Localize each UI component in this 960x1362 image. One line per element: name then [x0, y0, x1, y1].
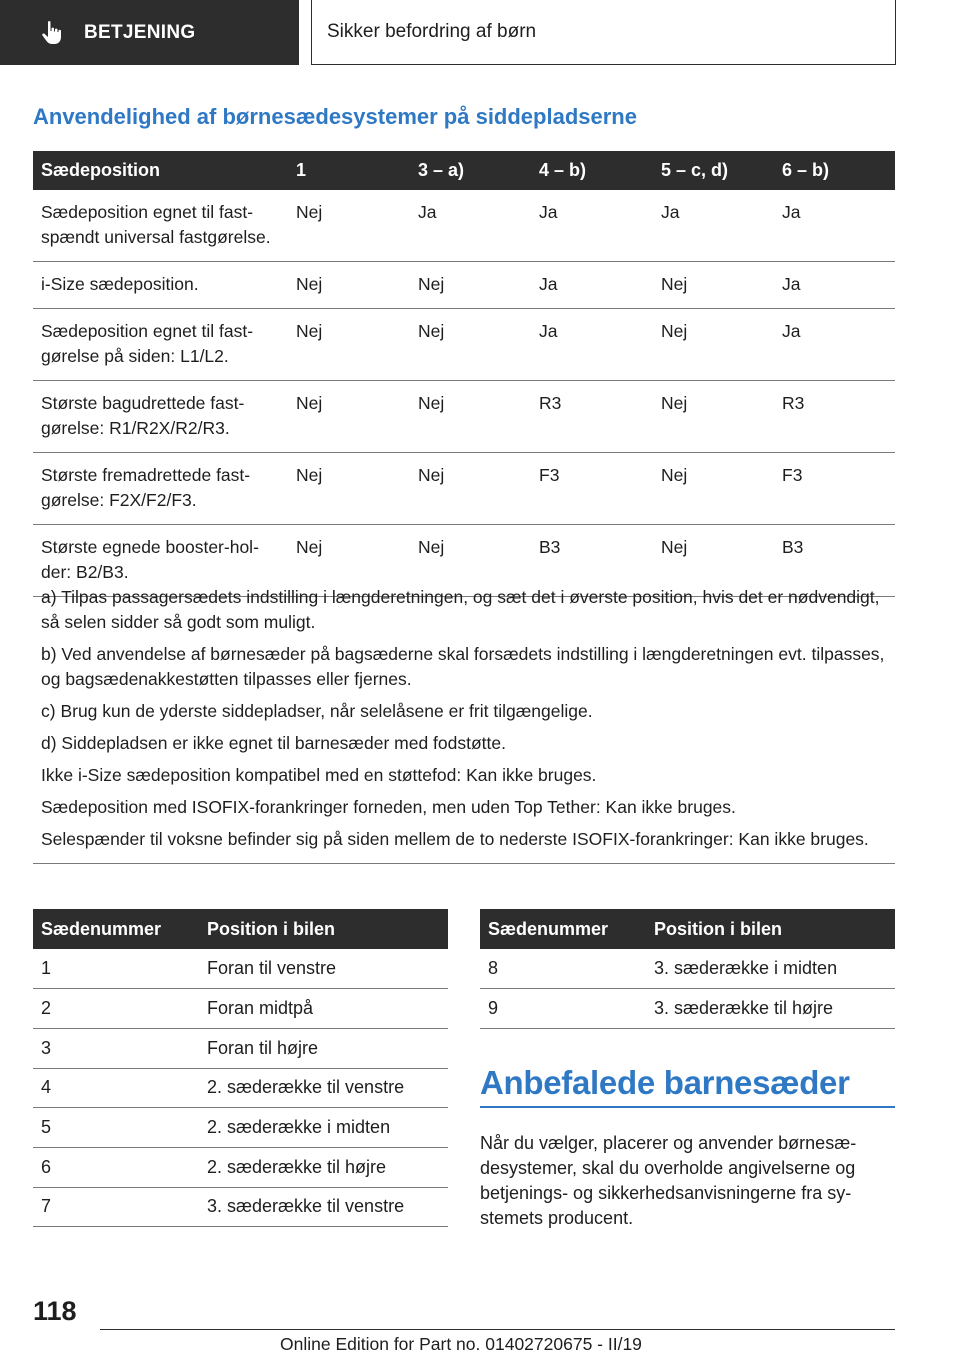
column-header: 5 – c, d)	[653, 151, 774, 190]
table-cell: Nej	[410, 525, 531, 597]
table-header-row	[480, 909, 895, 949]
table-cell: Nej	[288, 381, 410, 453]
table-cell: Største egnede booster-holder: B2/B3.	[33, 525, 288, 597]
table-row	[33, 1028, 448, 1068]
table-cell: B3	[774, 525, 895, 597]
recommended-body-text: Når du vælger, placerer og anvender børnesædesystemer, skal du overholde angivelserne og betjenings- og sikkerhedsanvisningerne fra systemets producent.	[480, 1133, 857, 1228]
footer-divider	[100, 1329, 895, 1330]
footnote: Selespænder til voksne befinder sig på siden mellem de to nederste ISOFIX-forankringer: Kan ikke bruges.	[41, 829, 869, 849]
table-cell: Sædeposition egnet til fastspændt universal fastgørelse.	[33, 190, 288, 262]
table-cell: 9	[480, 989, 646, 1029]
table-cell: 2. sæderække i midten	[199, 1108, 448, 1148]
table-cell: Nej	[288, 309, 410, 381]
table-row	[33, 1108, 448, 1148]
page-number: 118	[33, 1296, 77, 1326]
table-cell: i-Size sædeposition.	[33, 262, 288, 309]
table-cell: R3	[774, 381, 895, 453]
table-cell: Sædeposition egnet til fastgørelse på siden: L1/L2.	[33, 309, 288, 381]
table-cell: Ja	[531, 190, 653, 262]
table-row	[480, 949, 895, 989]
table-cell: 2	[33, 989, 199, 1029]
table-cell: Ja	[410, 190, 531, 262]
table-cell: Ja	[653, 190, 774, 262]
table-cell: Foran midtpå	[199, 989, 448, 1029]
footnote: Ikke i-Size sædeposition kompatibel med en støttefod: Kan ikke bruges.	[41, 765, 597, 785]
table-cell: R3	[531, 381, 653, 453]
header-chapter-title: Sikker befordring af børn	[327, 21, 537, 42]
table-header-row	[33, 151, 895, 190]
table-cell: Nej	[653, 309, 774, 381]
table-cell: 3. sæderække i midten	[646, 949, 895, 989]
table-cell: 3. sæderække til højre	[646, 989, 895, 1029]
table-cell: 5	[33, 1108, 199, 1148]
table-row	[480, 989, 895, 1029]
header-section-label: BETJENING	[84, 21, 196, 43]
table-cell: Foran til højre	[199, 1028, 448, 1068]
table-row	[33, 989, 448, 1029]
table-cell: Ja	[774, 262, 895, 309]
table-cell: Største fremadrettede fastgørelse: F2X/F2/F3.	[33, 453, 288, 525]
table-cell: 3	[33, 1028, 199, 1068]
footnote: c) Brug kun de yderste siddepladser, når selelåsene er frit tilgængelige.	[41, 701, 593, 721]
table-cell: Ja	[531, 262, 653, 309]
seat-number-table-left	[33, 909, 448, 1227]
seat-compatibility-table	[33, 151, 895, 597]
table-cell: Nej	[410, 309, 531, 381]
table-cell: Foran til venstre	[199, 949, 448, 989]
table-cell: Største bagudrettede fastgørelse: R1/R2X/R2/R3.	[33, 381, 288, 453]
table-row	[33, 190, 895, 262]
table-footnotes	[33, 585, 895, 864]
table-cell: Nej	[288, 453, 410, 525]
table-cell: 2. sæderække til højre	[199, 1147, 448, 1187]
column-header: 1	[288, 151, 410, 190]
column-header: 4 – b)	[531, 151, 653, 190]
table-cell: 2. sæderække til venstre	[199, 1068, 448, 1108]
table-cell: Nej	[653, 381, 774, 453]
table-row	[33, 1147, 448, 1187]
footnote: d) Siddepladsen er ikke egnet til barnesæder med fodstøtte.	[41, 733, 506, 753]
column-header: 6 – b)	[774, 151, 895, 190]
table-cell: Nej	[653, 453, 774, 525]
column-header: Sædeposition	[33, 151, 288, 190]
footnote: b) Ved anvendelse af børnesæder på bagsæderne skal forsædets indstilling i længderetningen evt. tilpasses, og bagsædenakkestøtten tilpasses eller fjernes.	[41, 644, 885, 689]
table-row	[33, 309, 895, 381]
table-cell: 1	[33, 949, 199, 989]
hand-pointer-icon	[40, 20, 66, 46]
table-cell: Ja	[774, 190, 895, 262]
table-cell: Nej	[288, 262, 410, 309]
table-cell: F3	[774, 453, 895, 525]
column-header: Sædenummer	[33, 909, 199, 949]
header-chapter-box	[311, 0, 896, 65]
table-cell: Ja	[531, 309, 653, 381]
table-cell: Nej	[653, 525, 774, 597]
recommended-heading: Anbefalede barnesæder	[480, 1064, 895, 1108]
table-row	[33, 262, 895, 309]
footnote: Sædeposition med ISOFIX-forankringer forneden, men uden Top Tether: Kan ikke bruges.	[41, 797, 736, 817]
table-cell: Nej	[410, 262, 531, 309]
table-cell: Nej	[288, 525, 410, 597]
table-header-row	[33, 909, 448, 949]
header-section-tab	[0, 0, 299, 65]
column-header: 3 – a)	[410, 151, 531, 190]
table-cell: 4	[33, 1068, 199, 1108]
table-cell: B3	[531, 525, 653, 597]
table-cell: 6	[33, 1147, 199, 1187]
table-cell: F3	[531, 453, 653, 525]
footnote: a) Tilpas passagersædets indstilling i længderetningen, og sæt det i øverste position, hvis det er nødvendigt, så selen sidder så godt som muligt.	[41, 587, 880, 632]
table-cell: Nej	[410, 453, 531, 525]
table-row	[33, 453, 895, 525]
footer-edition-text: Online Edition for Part no. 01402720675 - II/19	[280, 1334, 642, 1354]
table-row	[33, 1068, 448, 1108]
table-row	[33, 949, 448, 989]
table-cell: Nej	[410, 381, 531, 453]
table-cell: Nej	[288, 190, 410, 262]
table-row	[33, 381, 895, 453]
column-header: Position i bilen	[646, 909, 895, 949]
table-cell: Ja	[774, 309, 895, 381]
table-cell: 8	[480, 949, 646, 989]
column-header: Sædenummer	[480, 909, 646, 949]
table-cell: Nej	[653, 262, 774, 309]
column-header: Position i bilen	[199, 909, 448, 949]
table-cell: 3. sæderække til venstre	[199, 1187, 448, 1227]
table-cell: 7	[33, 1187, 199, 1227]
seat-number-table-right	[480, 909, 895, 1029]
table-row	[33, 1187, 448, 1227]
section-title: Anvendelighed af børnesædesystemer på siddepladserne	[33, 104, 637, 129]
